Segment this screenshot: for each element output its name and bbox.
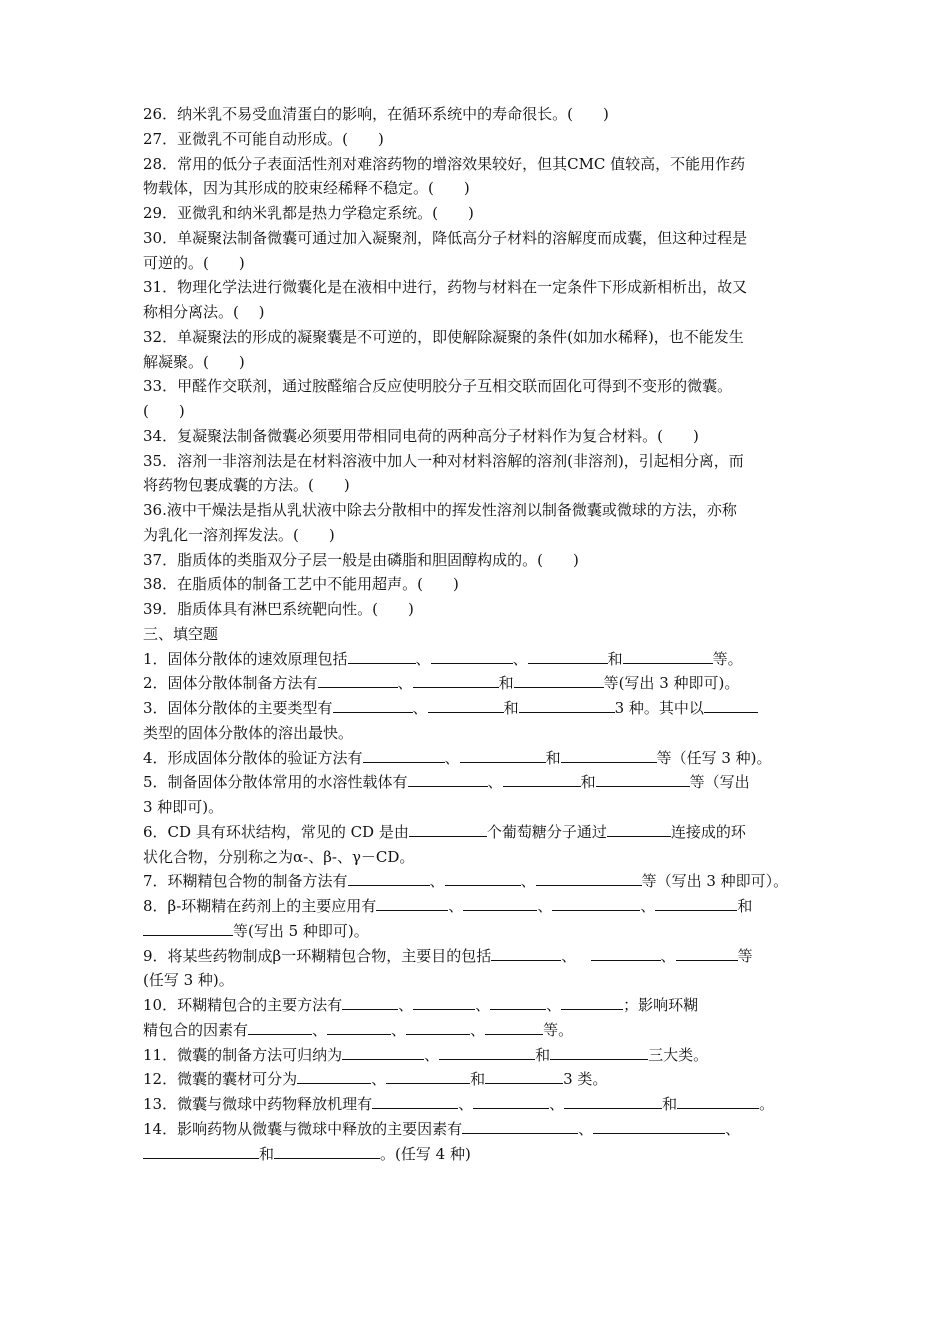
question-33: 33．甲醛作交联剂，通过胺醛缩合反应使明胶分子互相交联而固化可得到不变形的微囊。: [143, 377, 733, 395]
answer-blank[interactable]: [431, 648, 513, 664]
answer-blank[interactable]: [143, 1143, 259, 1159]
question-32: 32．单凝聚法的形成的凝聚囊是不可逆的，即使解除凝聚的条件(如加水稀释)，也不能发生: [143, 328, 744, 346]
answer-blank[interactable]: [561, 994, 623, 1010]
answer-blank[interactable]: [460, 747, 546, 763]
answer-blank[interactable]: [473, 1093, 549, 1109]
answer-blank[interactable]: [463, 895, 537, 911]
question-30: 30．单凝聚法制备微囊可通过加入凝聚剂，降低高分子材料的溶解度而成囊，但这种过程是: [143, 229, 748, 247]
fill-question-14: 14．影响药物从微囊与微球中释放的主要因素有 、 、: [143, 1120, 741, 1138]
fill-question-3: 3．固体分散体的主要类型有 、 和 3 种。其中以: [143, 695, 758, 721]
question-38: 38．在脂质体的制备工艺中不能用超声。( ): [143, 575, 459, 593]
answer-blank[interactable]: [342, 1044, 424, 1060]
fill-question-8: 8．β-环糊精在药剂上的主要应用有 、 、 、 和: [143, 897, 753, 915]
fill-question-7: 7．环糊精包合物的制备方法有 、 、 等（写出 3 种即可）。: [143, 872, 789, 890]
section-title: 三、填空题: [143, 625, 219, 643]
question-30-cont: 可逆的。( ): [143, 254, 245, 272]
answer-blank[interactable]: [143, 920, 233, 936]
answer-blank[interactable]: [248, 1019, 312, 1035]
question-35: 35．溶剂一非溶剂法是在材料溶液中加人一种对材料溶解的溶剂(非溶剂)，引起相分离，而: [143, 452, 744, 470]
answer-blank[interactable]: [372, 1093, 458, 1109]
question-31-cont: 称相分离法。( ): [143, 303, 265, 321]
answer-blank[interactable]: [386, 1068, 470, 1084]
fill-question-11: 11．微囊的制备方法可归纳为 、 和 三大类。: [143, 1046, 709, 1064]
answer-blank[interactable]: [439, 1044, 535, 1060]
answer-blank[interactable]: [491, 945, 561, 961]
question-36: 36.液中干燥法是指从乳状液中除去分散相中的挥发性溶剂以制备微囊或微球的方法，亦称: [143, 501, 737, 519]
answer-blank[interactable]: [274, 1143, 380, 1159]
fill-question-10: 10．环糊精包合的主要方法有 、 、 、 ；影响环糊: [143, 996, 699, 1014]
answer-blank[interactable]: [348, 648, 416, 664]
answer-blank[interactable]: [408, 771, 488, 787]
answer-blank[interactable]: [528, 648, 608, 664]
answer-blank[interactable]: [552, 895, 640, 911]
answer-blank[interactable]: [503, 771, 581, 787]
answer-blank[interactable]: [485, 1068, 563, 1084]
fill-question-13: 13．微囊与微球中药物释放机理有 、 、 和 。: [143, 1095, 775, 1113]
question-31: 31．物理化学法进行微囊化是在液相中进行，药物与材料在一定条件下形成新相析出，故又: [143, 278, 748, 296]
answer-blank[interactable]: [561, 747, 657, 763]
question-27: 27．亚微乳不可能自动形成。( ): [143, 130, 384, 148]
fill-question-12: 12．微囊的囊材可分为 、 和 3 类。: [143, 1070, 608, 1088]
fill-question-2: 2．固体分散体制备方法有 、 和 等(写出 3 种即可)。: [143, 674, 740, 692]
answer-blank[interactable]: [593, 1118, 725, 1134]
question-33-cont: ( ): [143, 402, 185, 420]
answer-blank[interactable]: [550, 1044, 648, 1060]
question-39: 39．脂质体具有淋巴系统靶向性。( ): [143, 600, 414, 618]
answer-blank[interactable]: [676, 945, 738, 961]
fill-question-8-cont: 等(写出 5 种即可)。: [143, 918, 369, 944]
answer-blank[interactable]: [318, 672, 398, 688]
question-29: 29．亚微乳和纳米乳都是热力学稳定系统。( ): [143, 204, 474, 222]
answer-blank[interactable]: [514, 672, 604, 688]
answer-blank[interactable]: [591, 945, 661, 961]
question-37: 37．脂质体的类脂双分子层一般是由磷脂和胆固醇构成的。( ): [143, 551, 579, 569]
question-28: 28．常用的低分子表面活性剂对难溶药物的增溶效果较好，但其CMC 值较高，不能用作药: [143, 155, 746, 173]
question-35-cont: 将药物包裹成囊的方法。( ): [143, 476, 350, 494]
fill-question-3-cont: 类型的固体分散体的溶出最快。: [143, 724, 354, 742]
answer-blank[interactable]: [564, 1093, 662, 1109]
fill-question-1: 1．固体分散体的速效原理包括 、 、 和 等。: [143, 650, 743, 668]
question-26: 26．纳米乳不易受血清蛋白的影响，在循环系统中的寿命很长。( ): [143, 105, 609, 123]
fill-question-4: 4．形成固体分散体的验证方法有 、 和 等（任写 3 种)。: [143, 749, 772, 767]
answer-blank[interactable]: [413, 672, 499, 688]
answer-blank[interactable]: [596, 771, 690, 787]
answer-blank[interactable]: [363, 747, 445, 763]
fill-question-6-cont: 状化合物，分别称之为α-、β-、γ－CD。: [143, 848, 415, 866]
answer-blank[interactable]: [485, 1019, 543, 1035]
answer-blank[interactable]: [607, 821, 671, 837]
fill-question-5: 5．制备固体分散体常用的水溶性载体有 、 和 等（写出: [143, 773, 750, 791]
fill-question-9-cont: (任写 3 种)。: [143, 971, 234, 989]
question-34: 34．复凝聚法制备微囊必须要用带相同电荷的两种高分子材料作为复合材料。( ): [143, 427, 699, 445]
answer-blank[interactable]: [406, 1019, 470, 1035]
answer-blank[interactable]: [677, 1093, 759, 1109]
answer-blank[interactable]: [655, 895, 737, 911]
question-36-cont: 为乳化一溶剂挥发法。( ): [143, 526, 335, 544]
answer-blank[interactable]: [462, 1118, 578, 1134]
question-28-cont: 物载体，因为其形成的胶束经稀释不稳定。( ): [143, 179, 470, 197]
answer-blank[interactable]: [342, 994, 398, 1010]
fill-question-9: 9．将某些药物制成β一环糊精包合物，主要目的包括 、 、 等: [143, 947, 753, 965]
question-32-cont: 解凝聚。( ): [143, 353, 245, 371]
answer-blank[interactable]: [704, 697, 758, 713]
answer-blank[interactable]: [348, 870, 430, 886]
fill-question-5-cont: 3 种即可)。: [143, 798, 224, 816]
answer-blank[interactable]: [297, 1068, 371, 1084]
answer-blank[interactable]: [623, 648, 713, 664]
fill-question-6: 6．CD 具有环状结构，常见的 CD 是由 个葡萄糖分子通过 连接成的环: [143, 823, 746, 841]
answer-blank[interactable]: [536, 870, 642, 886]
fill-question-14-cont: 和 。(任写 4 种): [143, 1141, 471, 1167]
fill-question-10-cont: 精包合的因素有 、 、 、 等。: [143, 1021, 574, 1039]
answer-blank[interactable]: [327, 1019, 391, 1035]
answer-blank[interactable]: [333, 697, 413, 713]
answer-blank[interactable]: [519, 697, 615, 713]
answer-blank[interactable]: [490, 994, 546, 1010]
answer-blank[interactable]: [428, 697, 504, 713]
answer-blank[interactable]: [376, 895, 448, 911]
answer-blank[interactable]: [413, 994, 475, 1010]
answer-blank[interactable]: [445, 870, 521, 886]
answer-blank[interactable]: [409, 821, 487, 837]
